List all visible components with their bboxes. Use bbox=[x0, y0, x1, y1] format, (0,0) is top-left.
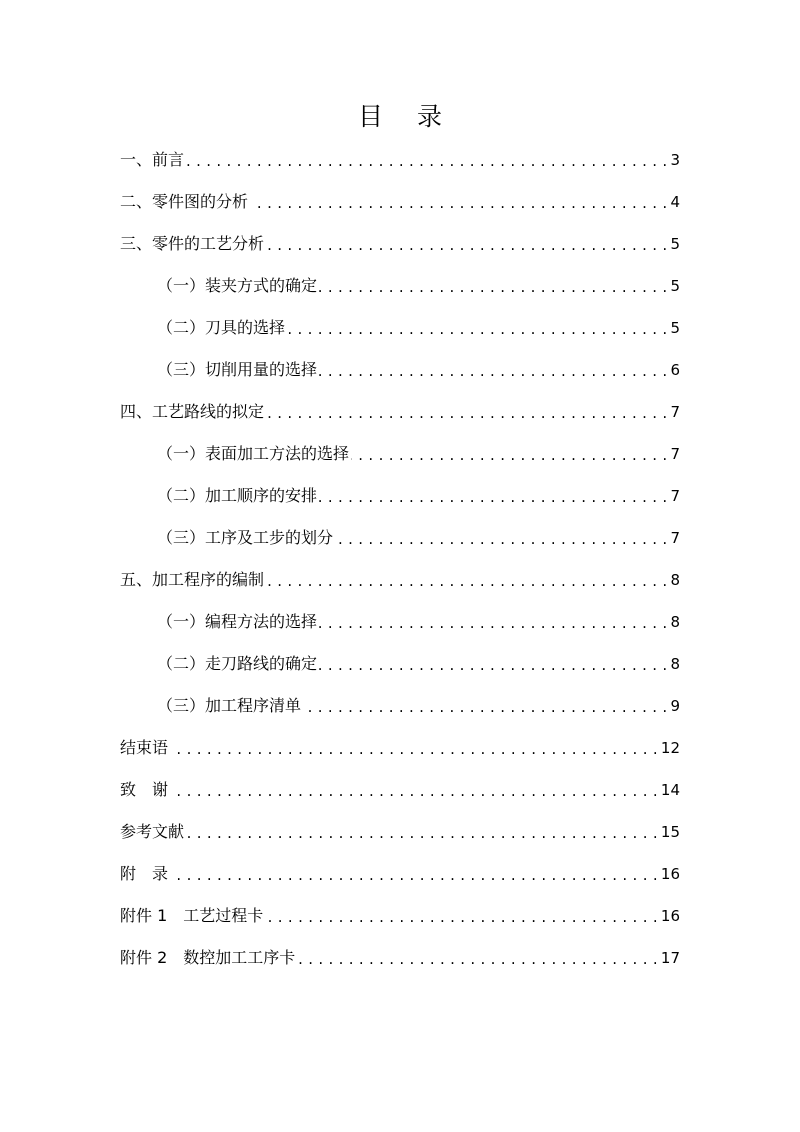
toc-entry-program-listing[interactable] bbox=[157, 694, 680, 718]
toc-entry-page: 8 bbox=[670, 571, 680, 589]
toc-entry-page: 8 bbox=[670, 655, 680, 673]
dot-leader bbox=[297, 946, 658, 970]
toc-entry-tool-path[interactable] bbox=[157, 652, 680, 676]
toc-entry-surface-method[interactable] bbox=[157, 442, 680, 466]
toc-entry-page: 4 bbox=[670, 193, 680, 211]
toc-entry-label: （三）切削用量的选择 bbox=[157, 360, 318, 379]
toc-entry-label: （二）走刀路线的确定 bbox=[157, 654, 318, 673]
toc-entry-process-route[interactable] bbox=[120, 400, 680, 424]
dot-leader bbox=[266, 400, 667, 424]
page-title: 目 录 bbox=[358, 102, 455, 131]
toc-entry-label: （三）工序及工步的划分 bbox=[157, 528, 334, 547]
toc-entry-label: （三）加工程序清单 bbox=[157, 696, 302, 715]
toc-entry-appendix[interactable] bbox=[120, 862, 680, 886]
toc-entry-label: 附件 2 数控加工工序卡 bbox=[120, 948, 296, 967]
toc-entry-page: 17 bbox=[660, 949, 680, 967]
toc-entry-attachment-1[interactable] bbox=[120, 904, 680, 928]
toc-entry-operation-division[interactable] bbox=[157, 526, 680, 550]
toc-entry-clamping-method[interactable] bbox=[157, 274, 680, 298]
toc-entry-label: 一、前言 bbox=[120, 150, 185, 169]
toc-entry-attachment-2[interactable] bbox=[120, 946, 680, 970]
dot-leader bbox=[319, 484, 667, 508]
toc-entry-page: 5 bbox=[670, 235, 680, 253]
toc-entry-label: （二）刀具的选择 bbox=[157, 318, 286, 337]
toc-entry-label: 附件 1 工艺过程卡 bbox=[120, 906, 264, 925]
toc-entry-page: 9 bbox=[670, 697, 680, 715]
toc-entry-label: （一）编程方法的选择 bbox=[157, 612, 318, 631]
toc-entry-program-writing[interactable] bbox=[120, 568, 680, 592]
toc-entry-references[interactable] bbox=[120, 820, 680, 844]
toc-entry-label: 参考文献 bbox=[120, 822, 185, 841]
dot-leader bbox=[319, 652, 667, 676]
dot-leader bbox=[319, 610, 667, 634]
dot-leader bbox=[319, 358, 667, 382]
dot-leader bbox=[266, 232, 667, 256]
dot-leader bbox=[170, 778, 658, 802]
dot-leader bbox=[170, 862, 658, 886]
toc-entry-label: 三、零件的工艺分析 bbox=[120, 234, 265, 253]
toc-entry-conclusion[interactable] bbox=[120, 736, 680, 760]
toc-entry-page: 3 bbox=[670, 151, 680, 169]
dot-leader bbox=[351, 442, 667, 466]
toc-entry-label: （一）装夹方式的确定 bbox=[157, 276, 318, 295]
toc-entry-label: （一）表面加工方法的选择 bbox=[157, 444, 350, 463]
dot-leader bbox=[335, 526, 667, 550]
dot-leader bbox=[303, 694, 667, 718]
toc-entry-label: 五、加工程序的编制 bbox=[120, 570, 265, 589]
toc-entry-page: 5 bbox=[670, 319, 680, 337]
toc-entry-page: 16 bbox=[660, 907, 680, 925]
toc-entry-page: 12 bbox=[660, 739, 680, 757]
toc-entry-label: 四、工艺路线的拟定 bbox=[120, 402, 265, 421]
toc-entry-page: 14 bbox=[660, 781, 680, 799]
toc-entry-label: 二、零件图的分析 bbox=[120, 192, 249, 211]
toc-entry-page: 16 bbox=[660, 865, 680, 883]
toc-entry-preface[interactable] bbox=[120, 148, 680, 172]
dot-leader bbox=[186, 820, 658, 844]
toc-entry-cutting-parameters[interactable] bbox=[157, 358, 680, 382]
toc-entry-part-drawing-analysis[interactable] bbox=[120, 190, 680, 214]
toc-entry-page: 7 bbox=[670, 487, 680, 505]
toc-entry-machining-sequence[interactable] bbox=[157, 484, 680, 508]
dot-leader bbox=[266, 568, 667, 592]
toc-entry-page: 5 bbox=[670, 277, 680, 295]
toc-entry-label: 致 谢 bbox=[120, 780, 169, 799]
toc-entry-page: 7 bbox=[670, 403, 680, 421]
toc-entry-label: 结束语 bbox=[120, 738, 169, 757]
dot-leader bbox=[319, 274, 667, 298]
toc-entry-page: 6 bbox=[670, 361, 680, 379]
toc-entry-label: 附 录 bbox=[120, 864, 169, 883]
toc-entry-page: 8 bbox=[670, 613, 680, 631]
toc-entry-acknowledgements[interactable] bbox=[120, 778, 680, 802]
toc-entry-programming-method[interactable] bbox=[157, 610, 680, 634]
dot-leader bbox=[287, 316, 667, 340]
toc-entry-page: 15 bbox=[660, 823, 680, 841]
dot-leader bbox=[186, 148, 667, 172]
dot-leader bbox=[170, 736, 658, 760]
toc-entry-tool-selection[interactable] bbox=[157, 316, 680, 340]
toc-entry-process-analysis[interactable] bbox=[120, 232, 680, 256]
toc-entry-page: 7 bbox=[670, 529, 680, 547]
dot-leader bbox=[265, 904, 658, 928]
toc-entry-label: （二）加工顺序的安排 bbox=[157, 486, 318, 505]
dot-leader bbox=[250, 190, 667, 214]
toc-entry-page: 7 bbox=[670, 445, 680, 463]
